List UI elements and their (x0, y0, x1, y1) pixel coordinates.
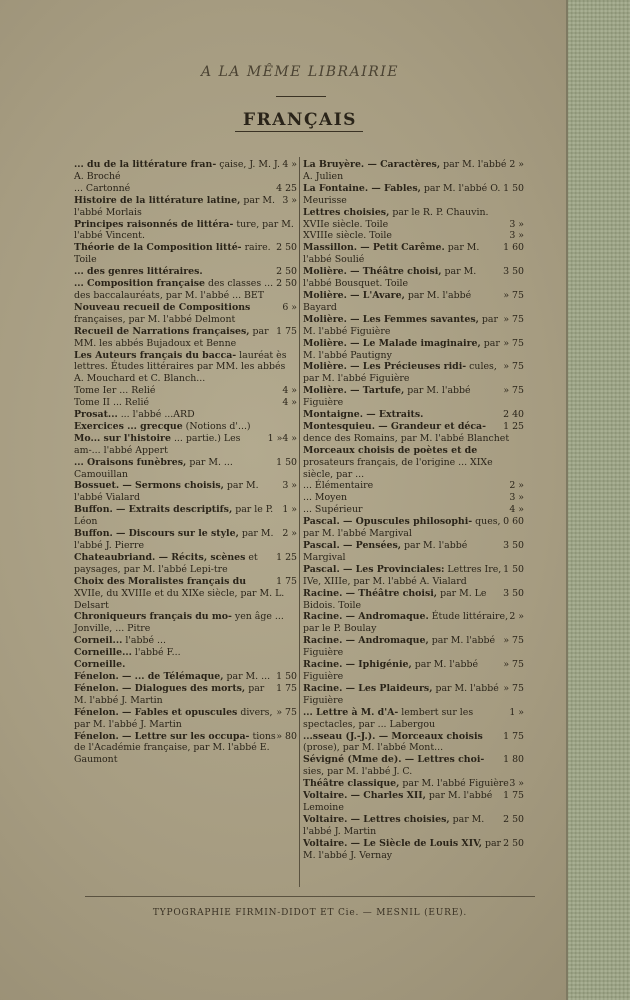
catalog-entry (74, 480, 297, 504)
catalog-entry (303, 659, 524, 683)
catalog-entry (303, 480, 524, 492)
entry-details: XVIIIe siècle. Toile (303, 230, 392, 242)
entry-title: ... Oraisons funèbres, (74, 456, 187, 468)
entry-price: 3 » (509, 778, 524, 790)
entry-price: 0 60 (503, 516, 524, 528)
catalog-entry (74, 671, 297, 683)
entry-price: 2 50 (503, 837, 524, 849)
catalog-entry (303, 707, 524, 731)
entry-title: ... du de la littérature fran- (74, 159, 217, 170)
entry-details: çaise, J. M. J. A. Broché (74, 159, 280, 182)
catalog-entry (303, 242, 524, 266)
entry-price: 1 50 (276, 670, 297, 682)
entry-title: Molière. — Le Malade imaginaire, (303, 337, 481, 349)
entry-details: ... Supérieur (303, 504, 363, 516)
entry-title: Fénelon. — ... de Télémaque, (74, 670, 224, 682)
catalog-entry (74, 183, 297, 195)
catalog-entry (74, 219, 297, 243)
entry-details: dence des Romains, par M. l'abbé Blanchet (303, 432, 510, 444)
catalog-entry (74, 576, 297, 612)
entry-price: 3 » (509, 230, 524, 242)
entry-price: 1 75 (276, 682, 297, 694)
entry-details: ture, par M. l'abbé Vincent. (74, 218, 294, 242)
entry-title: Corneil... (74, 635, 123, 647)
entry-details: par M. l'abbé J. Martin (303, 813, 485, 837)
entry-title: Molière. — Les Précieuses ridi- (303, 361, 467, 373)
entry-title: ...sseau (J.-J.). — Morceaux choisis (303, 730, 483, 742)
catalog-entry (303, 314, 524, 338)
catalog-entry (303, 611, 524, 635)
cloth-spine-binding (566, 0, 630, 1000)
heading-rule (276, 96, 326, 97)
entry-price: » 75 (503, 289, 524, 301)
catalog-entry (74, 731, 297, 767)
entry-price: 1 80 (503, 754, 524, 766)
entry-price: » 75 (276, 706, 297, 718)
entry-price: 1 50 (503, 563, 524, 575)
entry-details: par M. l'abbé Lemoine (303, 790, 493, 813)
entry-title: Corneille... (74, 647, 132, 659)
entry-details: (Notions d'...) (185, 420, 251, 432)
catalog-entry (303, 731, 524, 755)
catalog-entry (74, 683, 297, 707)
entry-price: 2 » (282, 528, 297, 540)
entry-details: par M. l'abbé J. Vernay (303, 837, 502, 861)
catalog-entry (303, 790, 524, 814)
catalog-entry (303, 778, 524, 790)
entry-details: XVIIe siècle. Toile (303, 218, 389, 230)
printer-imprint: TYPOGRAPHIE FIRMIN-DIDOT ET Cie. — MESNIL (EURE). (152, 908, 468, 918)
catalog-entry (74, 552, 297, 576)
catalog-entry (74, 302, 297, 326)
entry-title: ... des genres littéraires. (74, 266, 203, 278)
entry-details: par M. l'abbé Figuière (303, 385, 471, 409)
entry-title: Buffon. — Discours sur le style, (74, 528, 239, 540)
catalog-entry (303, 540, 524, 564)
entry-details: par M. l'abbé Figuière (303, 659, 479, 682)
catalog-entry (74, 433, 297, 457)
entry-title: Principes raisonnés de littéra- (74, 218, 234, 230)
entry-price: 4 » (282, 385, 297, 397)
entry-title: Morceaux choisis de poètes et de (303, 444, 478, 456)
entry-price: 3 » (509, 218, 524, 230)
entry-details: Lettres Ire, IVe, XIIIe, par M. l'abbé A. Vialard (303, 563, 502, 587)
entry-title: Histoire de la littérature latine, (74, 194, 241, 206)
entry-details: par M. l'abbé Figuière (303, 635, 496, 659)
catalog-entry (303, 409, 524, 421)
entry-details: par le R. P. Chauvin. (392, 206, 489, 218)
entry-price: 1 75 (276, 575, 297, 587)
entry-price: 3 50 (503, 266, 524, 278)
catalog-entry (303, 183, 524, 207)
entry-price: » 75 (503, 361, 524, 373)
entry-title: Buffon. — Extraits descriptifs, (74, 504, 233, 516)
entry-details: par M. l'abbé Soulié (303, 242, 480, 266)
entry-title: Lettres choisies, (303, 206, 390, 218)
entry-details: par MM. les abbés Bujadoux et Benne (74, 325, 269, 349)
entry-title: Choix des Moralistes français du (74, 575, 247, 587)
entry-price: 4 » (282, 397, 297, 409)
entry-details: des classes ... des baccalauréats, par M. l'abbé ... BET (74, 278, 274, 301)
catalog-entry (74, 421, 297, 433)
entry-details: par M. l'abbé A. Julien (303, 159, 507, 182)
entry-title: Sévigné (Mme de). — Lettres choi- (303, 754, 485, 766)
catalog-entry (74, 647, 297, 659)
entry-details: Étude littéraire, par le P. Boulay (303, 611, 509, 635)
catalog-entry (303, 754, 524, 778)
entry-title: Racine. — Iphigénie, (303, 659, 412, 671)
entry-price: 1 25 (503, 420, 524, 432)
entry-price: 1 » (267, 432, 283, 444)
entry-price: 2 » (509, 611, 524, 623)
section-title: FRANÇAIS (243, 110, 357, 130)
entry-title: Voltaire. — Lettres choisies, (303, 813, 450, 825)
catalog-entry (303, 635, 524, 659)
entry-price: 3 50 (503, 540, 524, 551)
entry-details: et paysages, par M. l'abbé Lepi-tre (74, 551, 258, 575)
entry-title: Prosat... (74, 409, 118, 421)
entry-details: lembert sur les spectacles, par ... Labergou (303, 706, 474, 730)
entry-title: Voltaire. — Le Siècle de Louis XIV, (303, 837, 482, 849)
entry-title: Pascal. — Pensées, (303, 540, 401, 551)
entry-price: 1 75 (276, 325, 297, 337)
entry-price: 1 60 (503, 242, 524, 254)
catalog-entry (74, 504, 297, 528)
entry-price: 2 50 (276, 278, 297, 290)
entry-details: l'abbé F... (134, 647, 181, 659)
entry-price: 2 » (509, 159, 524, 170)
entry-details: par M. l'abbé Figuière (303, 313, 498, 337)
entry-price: 3 » (282, 194, 297, 206)
entry-title: Massillon. — Petit Carême. (303, 242, 445, 254)
entry-price: 1 25 (276, 551, 297, 563)
entry-details: prosateurs français, de l'origine ... XIXe siècle, par ... (303, 456, 493, 480)
catalog-entry (303, 385, 524, 409)
entry-title: Recueil de Narrations françaises, (74, 325, 250, 337)
entry-details: françaises, par M. l'abbé Delmont (74, 313, 236, 325)
entry-title: Racine. — Andromaque. (303, 611, 429, 623)
entry-title: La Bruyère. — Caractères, (303, 159, 441, 170)
entry-price: 2 50 (503, 813, 524, 825)
entry-title: Chateaubriand. — Récits, scènes (74, 551, 246, 563)
entry-title: Fénelon. — Dialogues des morts, (74, 682, 246, 694)
entry-details: par M. l'abbé Figuière (303, 682, 499, 706)
entry-title: Molière. — L'Avare, (303, 289, 405, 301)
entry-details: par M. l'abbé J. Martin (74, 682, 265, 706)
column-divider (299, 157, 300, 887)
entry-details: lauréat ès lettres. Études littéraires par MM. les abbés A. Mouchard et C. Blanch... (74, 349, 287, 385)
entry-title: Racine. — Andromaque, (303, 635, 429, 647)
entry-details: sies, par M. l'abbé J. C. (303, 766, 413, 778)
entry-price: » 75 (503, 682, 524, 694)
catalog-right-column (303, 159, 524, 861)
catalog-entry (303, 159, 524, 183)
entry-price: » 75 (503, 385, 524, 397)
entry-title: ... Composition française (74, 278, 206, 290)
entry-title: Fénelon. — Lettre sur les occupa- (74, 730, 250, 742)
entry-title: Nouveau recueil de Compositions (74, 301, 251, 313)
entry-title: Molière. — Les Femmes savantes, (303, 313, 479, 325)
catalog-entry (303, 564, 524, 588)
catalog-entry (303, 361, 524, 385)
entry-details: par M. l'abbé Bousquet. Toile (303, 266, 477, 290)
catalog-entry (303, 421, 524, 445)
entry-title: Pascal. — Les Provinciales: (303, 563, 445, 575)
entry-title: Montaigne. — Extraits. (303, 409, 424, 421)
entry-details: par le P. Léon (74, 504, 274, 528)
entry-price: 1 » (282, 504, 297, 516)
catalog-entry (303, 492, 524, 504)
entry-details: ... Cartonné (74, 182, 131, 194)
entry-details: l'abbé ... (125, 635, 166, 647)
catalog-entry (74, 397, 297, 409)
catalog-entry (303, 266, 524, 290)
catalog-entry (74, 707, 297, 731)
entry-price: 3 » (509, 492, 524, 504)
catalog-entry (74, 611, 297, 635)
entry-title: Les Auteurs français du bacca- (74, 349, 237, 361)
catalog-entry (74, 635, 297, 647)
catalog-entry (74, 195, 297, 219)
entry-details: ... l'abbé ...ARD (120, 409, 195, 421)
catalog-entry (303, 838, 524, 862)
catalog-entry (74, 457, 297, 481)
entry-price: 3 50 (503, 587, 524, 599)
entry-price: » 80 (276, 730, 297, 742)
catalog-entry (303, 207, 524, 219)
catalog-entry (74, 385, 297, 397)
catalog-entry (303, 445, 524, 481)
entry-details: par M. l'abbé J. Pierre (74, 528, 274, 551)
entry-title: Voltaire. — Charles XII, (303, 790, 426, 802)
entry-price: » 75 (503, 659, 524, 671)
entry-title: Molière. — Théâtre choisi, (303, 266, 442, 278)
catalog-entry (303, 814, 524, 838)
entry-details: divers, par M. l'abbé J. Martin (74, 706, 273, 730)
entry-price: 4 25 (276, 182, 297, 194)
entry-title: Théorie de la Composition litté- (74, 242, 242, 254)
entry-price: 1 75 (503, 790, 524, 802)
entry-details: ... Élémentaire (303, 480, 374, 492)
publisher-heading: A LA MÊME LIBRAIRIE (200, 64, 400, 80)
entry-price: 2 40 (503, 409, 524, 421)
catalog-entry (74, 409, 297, 421)
entry-price: 4 » (282, 432, 297, 444)
catalog-entry (303, 230, 524, 242)
entry-price: 2 50 (276, 266, 297, 278)
catalog-entry (74, 266, 297, 278)
entry-details: par M. l'abbé Bayard (303, 289, 472, 313)
entry-details: par M. l'abbé Figuière (402, 778, 509, 790)
entry-title: Montesquieu. — Grandeur et déca- (303, 420, 487, 432)
footer-rule (85, 896, 535, 897)
catalog-entry (74, 659, 297, 671)
entry-title: Racine. — Les Plaideurs, (303, 682, 433, 694)
catalog-entry (303, 338, 524, 362)
entry-price: 1 50 (503, 182, 524, 194)
entry-title: Théâtre classique, (303, 778, 400, 790)
entry-details: par M. l'abbé Vialard (74, 480, 259, 504)
entry-price: 1 » (509, 706, 524, 718)
entry-details: cules, par M. l'abbé Figuière (303, 361, 497, 385)
entry-details: raire. Toile (74, 242, 271, 266)
entry-price: 4 » (282, 159, 297, 170)
entry-price: » 75 (503, 635, 524, 647)
entry-details: par M. ... Camouillan (74, 456, 233, 480)
entry-price: 6 » (282, 301, 297, 313)
catalog-entry (74, 350, 297, 386)
catalog-entry (303, 504, 524, 516)
entry-title: Racine. — Théâtre choisi, (303, 587, 438, 599)
entry-details: Tome II ... Relié (74, 397, 150, 409)
entry-title: Mo... sur l'histoire (74, 432, 171, 444)
entry-title: La Fontaine. — Fables, (303, 182, 421, 194)
entry-title: Fénelon. — Fables et opuscules (74, 706, 238, 718)
catalog-entry (303, 219, 524, 231)
entry-details: tions de l'Académie française, par M. l'abbé E. Gaumont (74, 730, 276, 766)
catalog-left-column (74, 159, 297, 766)
entry-price: 2 50 (276, 242, 297, 254)
catalog-entry (74, 326, 297, 350)
entry-price: 1 50 (276, 456, 297, 468)
entry-details: Tome Ier ... Relié (74, 385, 156, 397)
entry-price: 2 » (509, 480, 524, 492)
entry-details: par M. l'abbé O. Meurisse (303, 182, 501, 206)
entry-details: ... Moyen (303, 492, 348, 504)
entry-details: par M. l'abbé Margival (303, 540, 468, 563)
entry-title: Molière. — Tartufe, (303, 385, 405, 397)
entry-title: Corneille. (74, 659, 126, 671)
entry-price: 4 » (509, 504, 524, 516)
entry-details: par M. l'abbé Morlais (74, 194, 275, 218)
entry-price: 1 75 (503, 730, 524, 742)
catalog-entry (74, 242, 297, 266)
entry-price: » 75 (503, 313, 524, 325)
entry-title: Pascal. — Opuscules philosophi- (303, 516, 473, 528)
entry-title: ... Lettre à M. d'A- (303, 706, 399, 718)
entry-details: par M. ... (226, 670, 271, 682)
entry-title: Chroniqueurs français du mo- (74, 611, 232, 623)
entry-details: yen âge ... Jonville, ... Pitre (74, 611, 284, 635)
catalog-entry (74, 159, 297, 183)
entry-details: XVIIe, du XVIIIe et du XIXe siècle, par M. L. Delsart (74, 587, 285, 611)
catalog-entry (303, 290, 524, 314)
entry-details: par M. l'abbé Pautigny (303, 337, 500, 361)
entry-details: (prose), par M. l'abbé Mont... (303, 742, 444, 754)
entry-details: ... partie.) Les am-... l'abbé Appert (74, 432, 241, 456)
catalog-entry (303, 516, 524, 540)
entry-price: 3 » (282, 480, 297, 492)
catalog-entry (303, 588, 524, 612)
entry-title: Bossuet. — Sermons choisis, (74, 480, 224, 492)
catalog-entry (74, 528, 297, 552)
entry-details: ques, par M. l'abbé Margival (303, 516, 501, 540)
entry-title: Exercices ... grecque (74, 420, 183, 432)
entry-price: » 75 (503, 337, 524, 349)
section-rule (235, 131, 363, 132)
catalog-entry (74, 278, 297, 302)
catalog-entry (303, 683, 524, 707)
entry-details: par M. Le Bidois. Toile (303, 587, 487, 611)
